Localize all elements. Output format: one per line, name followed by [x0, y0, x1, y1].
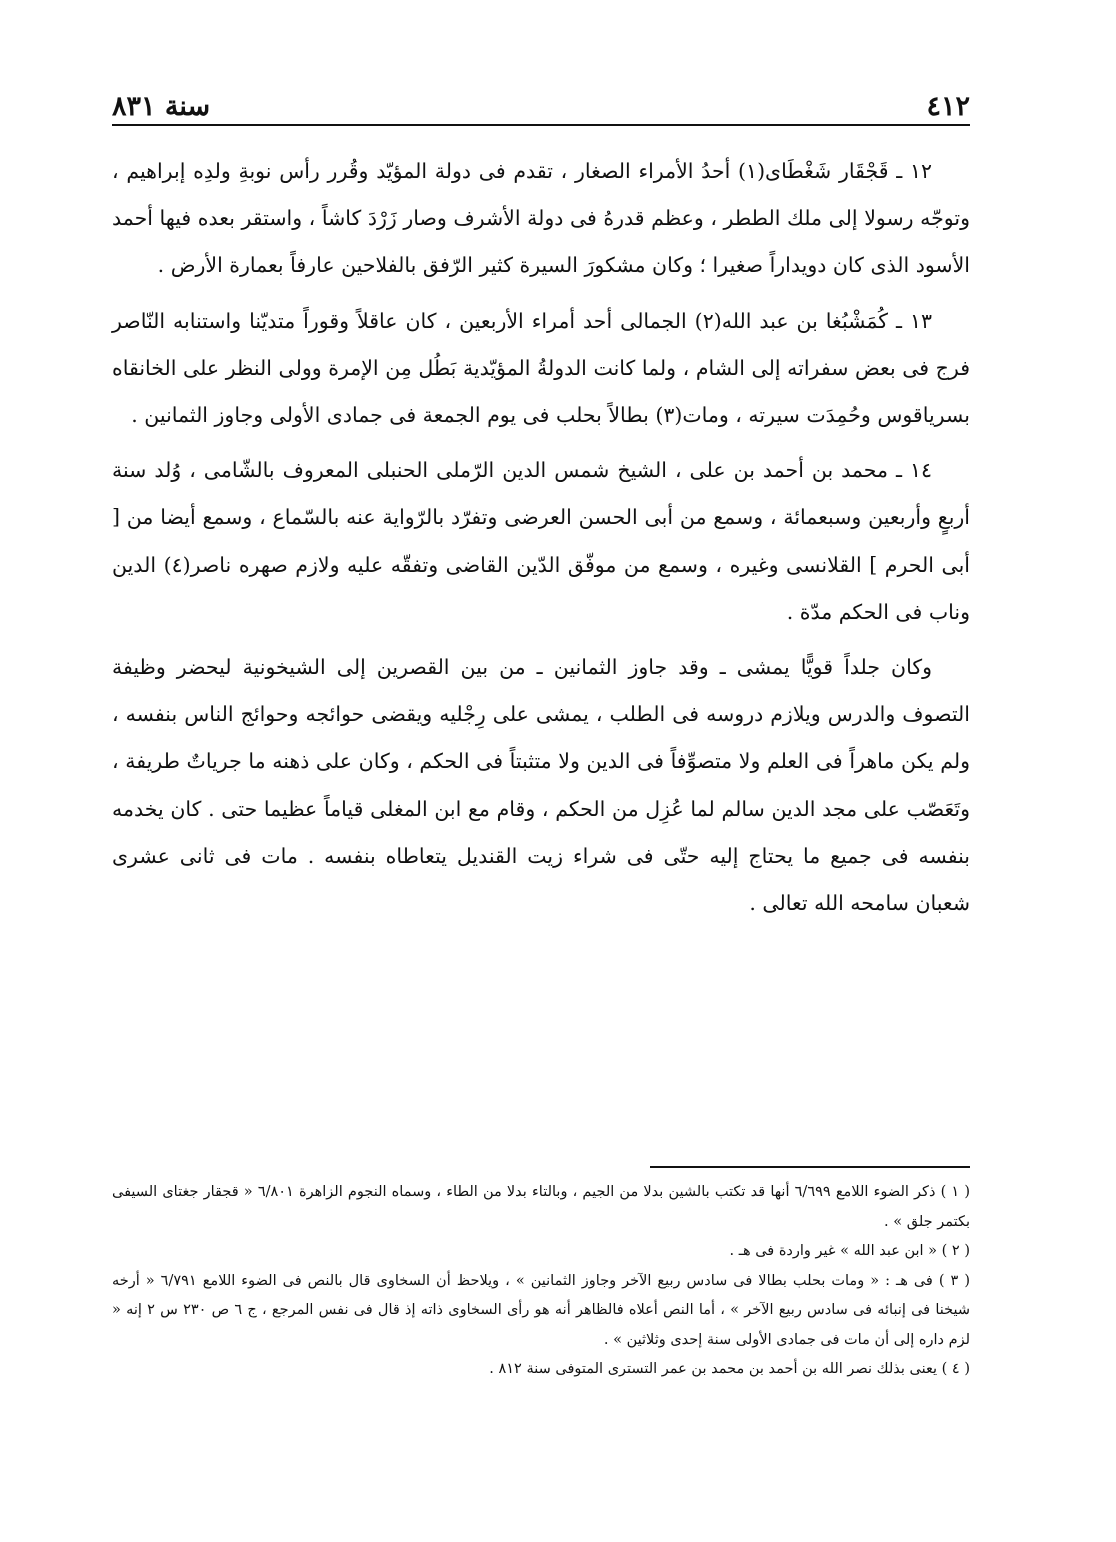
footnote-rule	[650, 1166, 970, 1168]
entry-paragraph: وكان جلداً قويًّا يمشى ـ وقد جاوز الثمانين ـ من بين القصرين إلى الشيخونية ليحضر وظيفة التصوف والدرس ويلازم دروسه فى الطلب ، يمشى على رِجْليه ويقضى حوائجه وحوائج الناس بنفسه ، ولم يكن ماهراً فى العلم ولا متصوِّفاً فى الدين ولا متثبتاً فى الحكم ، وكان على ذهنه ما جرياتٌ طريفة ، وتَعَصّب على مجد الدين سالم لما عُزِل من الحكم ، وقام مع ابن المغلى قياماً عظيما حتى . كان يخدمه بنفسه فى جميع ما يحتاج إليه حتّى فى شراء زيت القنديل يتعاطاه بنفسه . مات فى ثانى عشرى شعبان سامحه الله تعالى .	[112, 655, 970, 916]
footnote: ( ١ ) ذكر الضوء اللامع ٦/٦٩٩ أنها قد تكتب بالشين بدلا من الجيم ، وبالتاء بدلا من الطاء ، وسماه النجوم الزاهرة ٦/٨٠١ « قجقار جغتاى السيفى بكتمر جلق » .	[112, 1184, 970, 1230]
page-number: ٤١٢	[926, 91, 970, 122]
footnote: ( ٤ ) يعنى بذلك نصر الله بن أحمد بن محمد بن عمر التسترى المتوفى سنة ٨١٢ .	[489, 1361, 970, 1377]
running-head-year: سنة ٨٣١	[112, 91, 211, 122]
entry-paragraph: ١٣ ـ كُمَشْبُغا بن عبد الله(٢) الجمالى أحد أمراء الأربعين ، كان عاقلاً وقوراً متديّنا واستنابه النّاصر فرج فى بعض سفراته إلى الشام ، ولما كانت الدولةُ المؤيّدية بَطُل مِن الإمرة وولى النظر على الخانقاه بسرياقوس وحُمِدَت سيرته ، ومات(٣) بطالاً بحلب فى يوم الجمعة فى جمادى الأولى وجاوز الثمانين .	[112, 308, 970, 428]
main-text	[112, 148, 970, 935]
footnote: ( ٢ ) « ابن عبد الله » غير واردة فى هـ .	[729, 1243, 970, 1259]
footnote: ( ٣ ) فى هـ : « ومات بحلب بطالا فى سادس ربيع الآخر وجاوز الثمانين » ، ويلاحظ أن السخاوى قال بالنص فى الضوء اللامع ٦/٧٩١ « أرخه شيخنا فى إنبائه فى سادس ربيع الآخر » ، أما النص أعلاه فالظاهر أنه هو رأى السخاوى ذاته إذ قال فى نفس المرجع ، ج ٦ ص ٢٣٠ س ٢ إنه « لزم داره إلى أن مات فى جمادى الأولى سنة إحدى وثلاثين » .	[112, 1272, 971, 1348]
header-rule	[112, 124, 970, 126]
footnotes	[112, 1178, 970, 1385]
entry-paragraph: ١٢ ـ قَجْقَار شَغْطَاى(١) أحدُ الأمراء الصغار ، تقدم فى دولة المؤيّد وقُرر رأس نوبةِ ولدِه إبراهيم ، وتوجّه رسولا إلى ملك الططر ، وعظم قدرهُ فى دولة الأشرف وصار زَرْدَ كاشاً ، واستقر بعده فيها أحمد الأسود الذى كان دويداراً صغيرا ؛ وكان مشكورَ السيرة كثير الرّفق بالفلاحين عارفاً بعمارة الأرض .	[112, 159, 970, 278]
entry-paragraph: ١٤ ـ محمد بن أحمد بن على ، الشيخ شمس الدين الرّملى الحنبلى المعروف بالشّامى ، وُلد سنة أربعٍ وأربعين وسبعمائة ، وسمع من أبى الحسن العرضى وتفرّد بالرّواية عنه بالسّماع ، وسمع أيضا من [ أبى الحرم ] القلانسى وغيره ، وسمع من موفّق الدّين القاضى وتفقّه عليه ولازم صهره ناصر(٤) الدين وناب فى الحكم مدّة .	[112, 458, 970, 624]
page-header	[112, 82, 970, 122]
